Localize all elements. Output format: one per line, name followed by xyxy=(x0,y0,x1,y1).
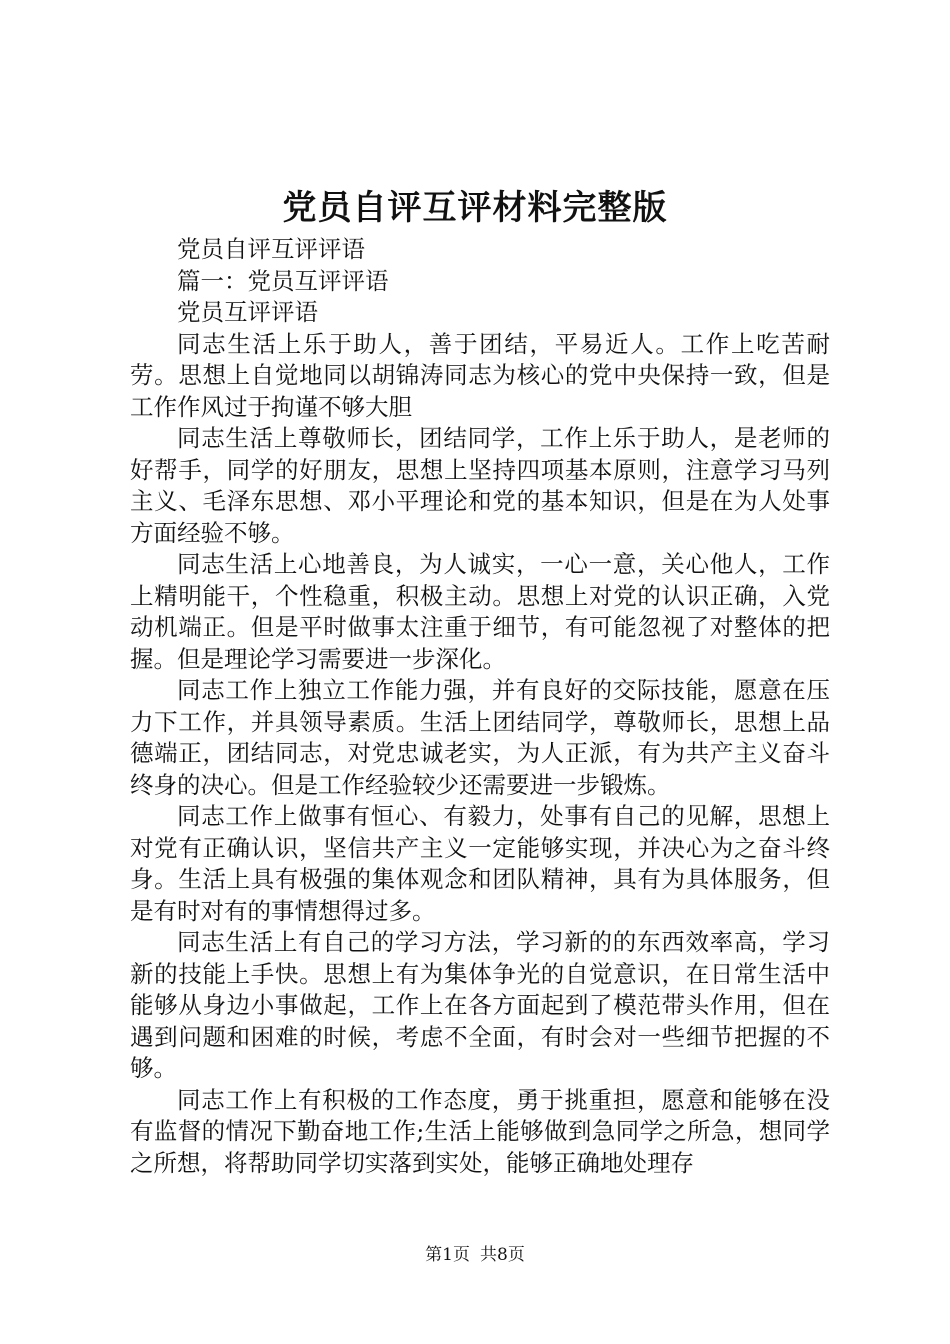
paragraph: 篇一：党员互评评语 xyxy=(177,266,389,295)
paragraph: 同志生活上尊敬师长，团结同学，工作上乐于助人，是老师的好帮手，同学的好朋友，思想上坚持四项基本原则，注意学习马列主义、毛泽东思想、邓小平理论和党的基本知识，但是在为人处事方面经验不够。 xyxy=(130,424,830,547)
paragraph: 同志生活上有自己的学习方法，学习新的的东西效率高，学习新的技能上手快。思想上有为集体争光的自觉意识，在日常生活中能够从身边小事做起，工作上在各方面起到了模范带头作用，但在遇到问题和困难的时候，考虑不全面，有时会对一些细节把握的不够。 xyxy=(130,928,830,1082)
paragraph: 同志工作上独立工作能力强，并有良好的交际技能，愿意在压力下工作，并具领导素质。生活上团结同学，尊敬师长，思想上品德端正，团结同志，对党忠诚老实，为人正派，有为共产主义奋斗终身的决心。但是工作经验较少还需要进一步锻炼。 xyxy=(130,676,830,799)
paragraph: 党员自评互评评语 xyxy=(177,235,365,263)
document-title: 党员自评互评材料完整版 xyxy=(282,188,668,228)
document-body xyxy=(130,234,830,1179)
page-footer xyxy=(0,1243,950,1267)
paragraph: 同志工作上做事有恒心、有毅力，处事有自己的见解，思想上对党有正确认识，坚信共产主义一定能够实现，并决心为之奋斗终身。生活上具有极强的集体观念和团队精神，具有为具体服务，但是有时对有的事情想得过多。 xyxy=(130,802,830,925)
page-total: 共8页 xyxy=(480,1245,525,1265)
paragraph: 同志工作上有积极的工作态度，勇于挑重担，愿意和能够在没有监督的情况下勤奋地工作;生活上能够做到急同学之所急，想同学之所想，将帮助同学切实落到实处，能够正确地处理存 xyxy=(130,1085,830,1177)
page-number: 第1页 xyxy=(425,1245,470,1265)
paragraph: 同志生活上乐于助人，善于团结，平易近人。工作上吃苦耐劳。思想上自觉地同以胡锦涛同志为核心的党中央保持一致，但是工作作风过于拘谨不够大胆 xyxy=(130,329,830,421)
paragraph: 同志生活上心地善良，为人诚实，一心一意，关心他人，工作上精明能干，个性稳重，积极主动。思想上对党的认识正确，入党动机端正。但是平时做事太注重于细节，有可能忽视了对整体的把握。但是理论学习需要进一步深化。 xyxy=(130,550,830,673)
paragraph: 党员互评评语 xyxy=(177,298,318,326)
